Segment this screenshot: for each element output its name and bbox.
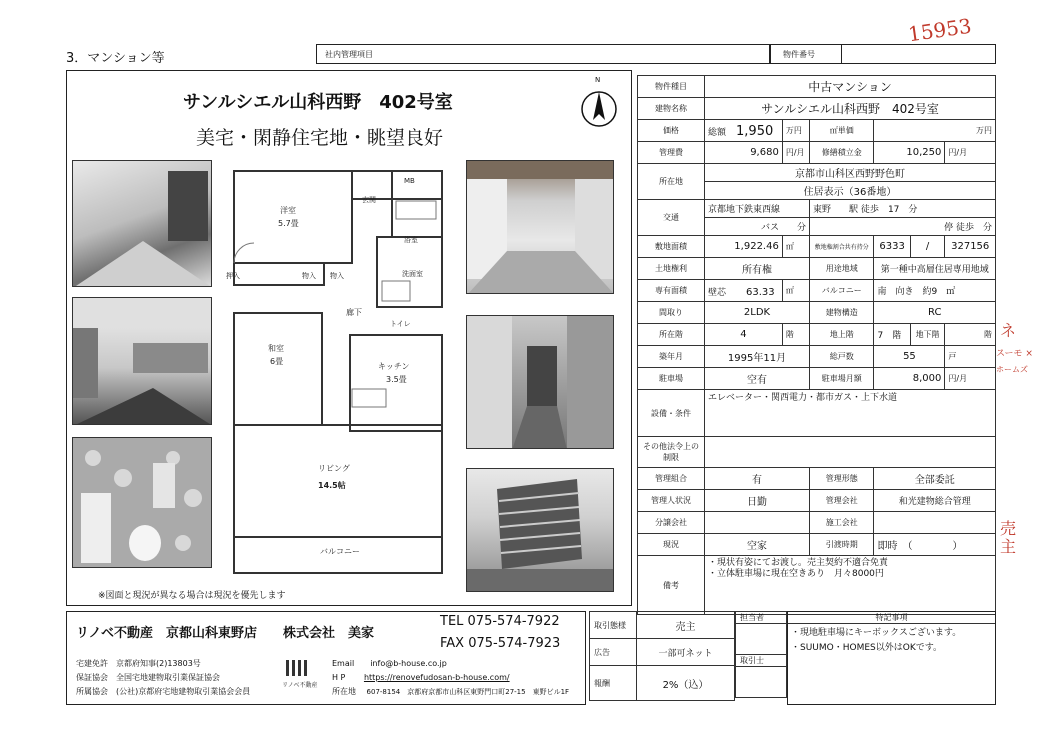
photo-hallway	[466, 315, 614, 449]
property-no-label: 物件番号	[783, 50, 815, 59]
property-no-box	[770, 44, 996, 64]
parking-fee-value: 8,000	[874, 368, 945, 390]
station-name: 東野	[812, 205, 831, 215]
mgmt-assoc-value: 有	[705, 468, 810, 490]
email-label: Email	[332, 659, 355, 668]
below-unit: 階	[945, 324, 996, 346]
ad-label: 広告	[590, 639, 637, 666]
parking-value: 空有	[705, 368, 810, 390]
structure-value: RC	[874, 302, 996, 324]
listing-subtitle: 美宅・閑静住宅地・眺望良好	[196, 127, 444, 149]
seller-label: 分譲会社	[638, 512, 705, 534]
mgmt-fee-value: 9,680	[705, 142, 783, 164]
remarks-1: ・現状有姿にてお渡し。売主契約不適合免責	[708, 558, 889, 568]
special-label: 特記事項	[788, 612, 995, 624]
remarks-2: ・立体駐車場に現在空きあり 月々8000円	[708, 569, 884, 579]
builder-label: 施工会社	[809, 512, 873, 534]
floor-area-label: 専有面積	[638, 280, 705, 302]
parking-label: 駐車場	[638, 368, 705, 390]
ad-value: 一部可ネット	[637, 639, 735, 666]
below-label: 地下階	[910, 324, 945, 346]
above-value: 7	[877, 331, 884, 341]
share-label: 敷地権割合共有持分	[809, 236, 873, 258]
mgmt-fee-label: 管理費	[638, 142, 705, 164]
structure-label: 建物構造	[809, 302, 873, 324]
land-right-label: 土地権利	[638, 258, 705, 280]
walk-label: 徒歩	[860, 205, 879, 215]
stop-min-unit: 分	[982, 223, 992, 233]
room-monoire-2: 物入	[330, 272, 344, 280]
hp-label: H P	[332, 673, 346, 682]
balcony-label: バルコニー	[809, 280, 873, 302]
trade-value: 売主	[637, 612, 735, 639]
facilities-label: 設備・条件	[638, 390, 705, 437]
license-label: 宅建免許	[76, 659, 108, 668]
room-senmen: 洗面室	[402, 270, 423, 278]
share-sep: /	[910, 236, 945, 258]
share-den: 327156	[945, 236, 996, 258]
footer-tel: TEL 075-574-7922	[440, 614, 560, 629]
above-label: 地上階	[809, 324, 873, 346]
annot-seller: 売主	[1000, 519, 1017, 556]
price-total-label: 総額	[708, 127, 727, 138]
handover-value: 即時	[877, 541, 898, 552]
room-living-size: 14.5帖	[318, 481, 346, 490]
trade-table	[589, 611, 735, 701]
contact-label: 担当者	[736, 612, 787, 624]
balcony-facing: 向き	[895, 287, 914, 297]
email-value: info@b-house.co.jp	[370, 659, 447, 668]
repair-value: 10,250	[874, 142, 945, 164]
stop-label: 停	[944, 223, 954, 233]
photo-building-exterior	[466, 468, 614, 592]
floor-area-value: 63.33	[746, 287, 775, 298]
balcony-dir: 南	[877, 287, 887, 297]
contact-table	[735, 611, 787, 698]
units-value: 55	[874, 346, 945, 368]
land-area-unit: ㎡	[782, 236, 809, 258]
internal-no-label: 社内管理項目	[325, 50, 373, 59]
special-notes-box	[787, 611, 996, 705]
annot-ne-sub: ホームズ	[996, 365, 1028, 374]
member-label: 所属協会	[76, 687, 108, 696]
fee-value: 2%（込）	[637, 666, 735, 701]
built-value: 1995年11月	[705, 346, 810, 368]
logo-text: リノベ不動産	[282, 682, 318, 689]
price-per-sqm-label: ㎡単価	[809, 120, 873, 142]
member-value: (公社)京都府宅地建物取引業協会会員	[116, 687, 251, 696]
internal-no-box	[316, 44, 770, 64]
transport-label: 交通	[638, 200, 705, 236]
transport-line: 京都地下鉄東西線	[705, 200, 810, 218]
name-value: サンルシエル山科西野 402号室	[705, 98, 996, 120]
room-oshiire: 押入	[226, 272, 240, 280]
mgmt-form-label: 管理形態	[809, 468, 873, 490]
room-yokushitsu: 浴室	[404, 236, 418, 244]
annot-ne-mark: スーモ ×	[996, 349, 1033, 359]
renove-logo	[284, 658, 324, 698]
special-1: ・現地駐車場にキーボックスございます。	[791, 628, 962, 638]
room-mb: MB	[404, 177, 415, 185]
zoning-value: 第一種中高層住居専用地域	[874, 258, 996, 280]
other-label: その他法令上の制限	[638, 437, 705, 468]
north-label: N	[595, 76, 601, 84]
type-label: 物件種目	[638, 76, 705, 98]
manager-label: 管理人状況	[638, 490, 705, 512]
land-area-label: 敷地面積	[638, 236, 705, 258]
parking-fee-label: 駐車場月額	[809, 368, 873, 390]
license-value: 京都府知事(2)13803号	[116, 659, 201, 668]
handwritten-number: 15953	[906, 13, 973, 47]
walk-min: 17	[887, 205, 900, 215]
guarantee-label: 保証協会	[76, 673, 108, 682]
hp-link[interactable]: https://renovefudosan-b-house.com/	[363, 673, 510, 682]
handover-label: 引渡時期	[809, 534, 873, 556]
room-yoshitsu-size: 5.7畳	[278, 219, 299, 228]
facilities-value: エレベーター・関西電力・都市ガス・上下水道	[705, 390, 996, 437]
bus-label: バス	[760, 223, 779, 233]
remarks-label: 備考	[638, 556, 705, 615]
repair-unit: 円/月	[945, 142, 996, 164]
zoning-label: 用途地域	[809, 258, 873, 280]
address-line2: 住居表示（36番地）	[705, 182, 996, 200]
photo-western-room	[72, 160, 212, 287]
built-label: 築年月	[638, 346, 705, 368]
floor-label: 所在階	[638, 324, 705, 346]
deal-label: 取引士	[736, 655, 787, 667]
units-label: 総戸数	[809, 346, 873, 368]
land-right-value: 所有権	[705, 258, 810, 280]
trade-label: 取引態様	[590, 612, 637, 639]
spec-table	[637, 75, 996, 615]
room-living: リビング	[318, 464, 350, 473]
station-suffix: 駅	[849, 205, 859, 215]
price-unit: 万円	[782, 120, 809, 142]
photo-living-room	[72, 297, 212, 425]
layout-value: 2LDK	[705, 302, 810, 324]
walk-min-unit: 分	[908, 205, 918, 215]
room-kitchen-size: 3.5畳	[386, 375, 407, 384]
addr-value: 607-8154 京都府京都市山科区東野門口町27-15 東野ビル1F	[366, 688, 570, 696]
mgmt-company-label: 管理会社	[809, 490, 873, 512]
price-label: 価格	[638, 120, 705, 142]
balcony-approx: 約9	[922, 287, 938, 297]
room-balcony: バルコニー	[320, 547, 360, 556]
listing-title: サンルシエル山科西野 402号室	[183, 92, 453, 113]
photo-washroom	[72, 437, 212, 568]
room-yoshitsu: 洋室	[280, 206, 296, 215]
room-toilet: トイレ	[390, 320, 411, 328]
floor-area-type: 壁芯	[708, 288, 727, 298]
north-arrow-icon	[580, 84, 618, 128]
addr-label: 所在地	[332, 687, 356, 696]
floor-plan	[222, 163, 462, 583]
layout-label: 間取り	[638, 302, 705, 324]
land-area-value: 1,922.46	[705, 236, 783, 258]
parking-fee-unit: 円/月	[945, 368, 996, 390]
floor-value: 4	[705, 324, 783, 346]
room-washitsu: 和室	[268, 344, 284, 353]
balcony-unit: ㎡	[946, 287, 956, 297]
above-unit: 階	[892, 331, 902, 341]
mgmt-assoc-label: 管理組合	[638, 468, 705, 490]
room-washitsu-size: 6畳	[270, 357, 284, 366]
price-per-sqm-unit: 万円	[874, 120, 996, 142]
share-num: 6333	[874, 236, 910, 258]
manager-value: 日勤	[705, 490, 810, 512]
section-title: 3．マンション等	[66, 51, 165, 66]
handover-paren: （ ）	[907, 541, 963, 552]
room-kitchen: キッチン	[378, 362, 410, 371]
status-value: 空家	[705, 534, 810, 556]
room-roka: 廊下	[346, 308, 362, 317]
guarantee-value: 全国宅地建物取引業保証協会	[116, 673, 220, 682]
mgmt-fee-unit: 円/月	[782, 142, 809, 164]
plan-note: ※図面と現況が異なる場合は現況を優先します	[98, 591, 286, 601]
repair-label: 修繕積立金	[809, 142, 873, 164]
units-unit: 戸	[945, 346, 996, 368]
name-label: 建物名称	[638, 98, 705, 120]
stop-walk-label: 徒歩	[955, 223, 974, 233]
room-monoire-1: 物入	[302, 272, 316, 280]
room-genkan: 玄関	[362, 196, 376, 204]
type-value: 中古マンション	[705, 76, 996, 98]
floor-area-unit: ㎡	[782, 280, 809, 302]
status-label: 現況	[638, 534, 705, 556]
mgmt-company-value: 和光建物総合管理	[874, 490, 996, 512]
mgmt-form-value: 全部委託	[874, 468, 996, 490]
fee-label: 報酬	[590, 666, 637, 701]
annot-ne: ネ	[1000, 321, 1017, 340]
bus-min-unit: 分	[796, 223, 806, 233]
address-line1: 京都市山科区西野野色町	[705, 164, 996, 182]
address-label: 所在地	[638, 164, 705, 200]
special-2: ・SUUMO・HOMES以外はOKです。	[791, 643, 943, 653]
price-value: 1,950	[736, 123, 774, 139]
footer-fax: FAX 075-574-7923	[440, 636, 561, 651]
floor-unit: 階	[782, 324, 809, 346]
photo-japanese-room	[466, 160, 614, 294]
footer-company: リノベ不動産 京都山科東野店 株式会社 美家	[76, 626, 374, 641]
